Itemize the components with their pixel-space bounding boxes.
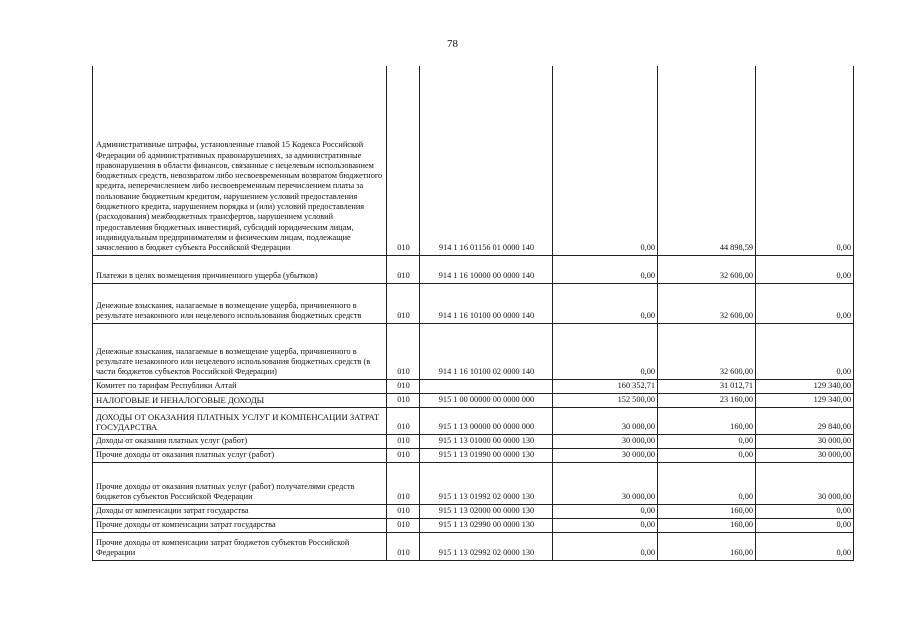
row-executed: 32 600,00 [658,255,756,283]
row-name: Прочие доходы от оказания платных услуг (работ) [93,448,387,462]
row-executed: 160,00 [658,407,756,434]
row-executed: 0,00 [658,462,756,504]
table-row [93,448,854,462]
row-code: 010 [387,504,420,518]
row-executed: 32 600,00 [658,283,756,323]
row-kbk: 914 1 16 10100 02 0000 140 [420,323,553,379]
row-kbk: 914 1 16 01156 01 0000 140 [420,66,553,255]
row-code: 010 [387,255,420,283]
row-code: 010 [387,462,420,504]
row-plan: 0,00 [553,255,658,283]
row-unexecuted: 0,00 [756,283,854,323]
row-plan: 160 352,71 [553,379,658,393]
row-kbk: 915 1 13 02990 00 0000 130 [420,518,553,532]
row-code: 010 [387,448,420,462]
row-code: 010 [387,393,420,407]
row-name: Денежные взыскания, налагаемые в возмещение ущерба, причиненного в результате незаконного или нецелевого использования бюджетных средств (в части бюджетов субъектов Российской Федерации) [93,323,387,379]
row-unexecuted: 30 000,00 [756,462,854,504]
row-name: Комитет по тарифам Республики Алтай [93,379,387,393]
row-plan: 30 000,00 [553,434,658,448]
row-kbk: 915 1 13 01992 02 0000 130 [420,462,553,504]
row-name: Прочие доходы от оказания платных услуг (работ) получателями средств бюджетов субъектов Российской Федерации [93,462,387,504]
row-plan: 30 000,00 [553,407,658,434]
row-unexecuted: 129 340,00 [756,393,854,407]
row-kbk: 915 1 13 02000 00 0000 130 [420,504,553,518]
row-name: Прочие доходы от компенсации затрат государства [93,518,387,532]
row-kbk: 915 1 13 01990 00 0000 130 [420,448,553,462]
row-unexecuted: 30 000,00 [756,448,854,462]
row-kbk: 915 1 13 02992 02 0000 130 [420,532,553,560]
table-row [93,504,854,518]
row-unexecuted: 0,00 [756,323,854,379]
table-row [93,462,854,504]
table-row [93,66,854,255]
row-plan: 0,00 [553,518,658,532]
table-row [93,407,854,434]
row-code: 010 [387,518,420,532]
row-executed: 0,00 [658,448,756,462]
row-unexecuted: 29 840,00 [756,407,854,434]
table-row [93,434,854,448]
row-plan: 30 000,00 [553,448,658,462]
row-kbk: 914 1 16 10000 00 0000 140 [420,255,553,283]
row-unexecuted: 0,00 [756,255,854,283]
row-plan: 30 000,00 [553,462,658,504]
row-unexecuted: 129 340,00 [756,379,854,393]
row-name: Доходы от компенсации затрат государства [93,504,387,518]
page-number: 78 [447,38,458,50]
row-plan: 0,00 [553,323,658,379]
table-row [93,379,854,393]
row-name: ДОХОДЫ ОТ ОКАЗАНИЯ ПЛАТНЫХ УСЛУГ И КОМПЕНСАЦИИ ЗАТРАТ ГОСУДАРСТВА [93,407,387,434]
row-executed: 160,00 [658,532,756,560]
row-code: 010 [387,323,420,379]
row-name: НАЛОГОВЫЕ И НЕНАЛОГОВЫЕ ДОХОДЫ [93,393,387,407]
row-name: Доходы от оказания платных услуг (работ) [93,434,387,448]
row-plan: 0,00 [553,283,658,323]
row-executed: 44 898,59 [658,66,756,255]
row-code: 010 [387,66,420,255]
row-code: 010 [387,379,420,393]
table-row [93,255,854,283]
row-plan: 0,00 [553,532,658,560]
row-executed: 160,00 [658,504,756,518]
row-name: Платежи в целях возмещения причиненного ущерба (убытков) [93,255,387,283]
table-row [93,393,854,407]
table-row [93,283,854,323]
row-unexecuted: 0,00 [756,504,854,518]
row-unexecuted: 0,00 [756,532,854,560]
row-plan: 0,00 [553,504,658,518]
row-unexecuted: 0,00 [756,66,854,255]
row-code: 010 [387,532,420,560]
row-executed: 32 600,00 [658,323,756,379]
row-unexecuted: 30 000,00 [756,434,854,448]
row-plan: 0,00 [553,66,658,255]
row-code: 010 [387,434,420,448]
row-kbk [420,379,553,393]
row-executed: 31 012,71 [658,379,756,393]
row-kbk: 915 1 00 00000 00 0000 000 [420,393,553,407]
row-executed: 23 160,00 [658,393,756,407]
row-name: Денежные взыскания, налагаемые в возмещение ущерба, причиненного в результате незаконного или нецелевого использования бюджетных средств [93,283,387,323]
table-row [93,532,854,560]
row-kbk: 915 1 13 00000 00 0000 000 [420,407,553,434]
row-executed: 0,00 [658,434,756,448]
row-plan: 152 500,00 [553,393,658,407]
table-row [93,518,854,532]
row-unexecuted: 0,00 [756,518,854,532]
row-kbk: 914 1 16 10100 00 0000 140 [420,283,553,323]
row-code: 010 [387,407,420,434]
row-code: 010 [387,283,420,323]
row-kbk: 915 1 13 01000 00 0000 130 [420,434,553,448]
revenue-table [92,66,854,561]
table-row [93,323,854,379]
row-name: Административные штрафы, установленные главой 15 Кодекса Российской Федерации об административных правонарушениях, за административные правонарушения в области финансов, связанные с нецелевым использованием бюджетных средств, невозвратом либо несвоевременным возвратом бюджетного кредита, неперечислением либо несвоевременным перечислением платы за пользование бюджетным кредитом, нарушением условий предоставления бюджетного кредита, нарушением порядка и (или) условий предоставления (расходования) межбюджетных трансфертов, нарушением условий предоставления бюджетных инвестиций, субсидий юридическим лицам, индивидуальным предпринимателям и физическим лицам, подлежащие зачислению в бюджет субъекта Российской Федерации [93,66,387,255]
row-executed: 160,00 [658,518,756,532]
row-name: Прочие доходы от компенсации затрат бюджетов субъектов Российской Федерации [93,532,387,560]
